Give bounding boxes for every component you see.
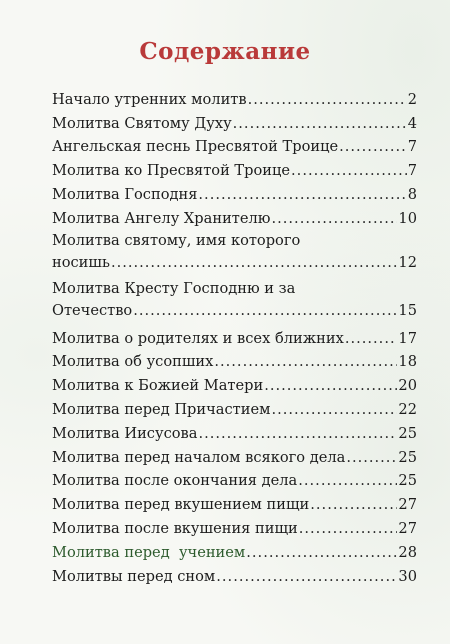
dot-leader: [216, 567, 397, 587]
toc-entry: [52, 444, 417, 468]
toc-entry-label: Молитва перед Причастием: [52, 400, 271, 418]
dot-leader: [214, 352, 397, 372]
toc-entry: [52, 110, 417, 134]
dot-leader: [246, 543, 397, 563]
toc-entry: [52, 229, 417, 277]
toc-entry-page: 30: [398, 567, 417, 585]
toc-entry: [52, 372, 417, 396]
toc-entry-page: 10: [398, 209, 417, 227]
dot-leader: [271, 400, 397, 420]
toc-entry-page: 27: [398, 496, 417, 514]
toc-entry-page: 20: [398, 377, 417, 395]
toc-entry-page: 27: [398, 519, 417, 537]
toc-entry-page: 15: [398, 301, 417, 319]
toc-entry-page: 25: [398, 472, 417, 490]
toc-entry: [52, 468, 417, 492]
toc-entry: [52, 277, 417, 325]
toc-entry-label: Молитва Иисусова: [52, 424, 198, 442]
dot-leader: [299, 519, 398, 539]
toc-entry-page: 22: [398, 400, 417, 418]
toc-entry-label: Молитва Святому Духу: [52, 114, 232, 132]
dot-leader: [198, 185, 406, 205]
toc-entry: [52, 134, 417, 158]
dot-leader: [248, 90, 407, 110]
dot-leader: [339, 137, 407, 157]
toc-entry-label: носишь: [52, 253, 110, 271]
toc-entry-label: Молитва перед вкушением пищи: [52, 496, 310, 514]
page-title: Содержание: [139, 38, 311, 65]
toc-entry-label: Отечество: [52, 301, 133, 319]
toc-entry-page: 2: [407, 90, 417, 108]
dot-leader: [291, 161, 407, 181]
toc-entry-label: Молитвы перед сном: [52, 567, 216, 585]
toc-entry-label: Молитва после окончания дела: [52, 472, 298, 490]
toc-entry-page: 7: [407, 162, 417, 180]
table-of-contents: [52, 86, 417, 587]
dot-leader: [133, 301, 397, 321]
toc-entry-label: Молитва о родителях и всех ближних: [52, 329, 344, 347]
dot-leader: [345, 329, 398, 349]
toc-entry-label: Молитва перед началом всякого дела: [52, 448, 346, 466]
toc-entry-label: Молитва Господня: [52, 185, 198, 203]
toc-entry: [52, 349, 417, 373]
toc-entry: [52, 181, 417, 205]
toc-entry-label: Начало утренних молитв: [52, 90, 247, 108]
toc-entry-page: 28: [398, 543, 417, 561]
toc-entry: [52, 205, 417, 229]
toc-entry-page: 25: [398, 424, 417, 442]
toc-entry: [52, 563, 417, 587]
toc-entry-label: Молитва перед учением: [52, 543, 246, 561]
toc-entry-label-line1: Молитва святому, имя которого: [52, 231, 301, 249]
toc-entry: [52, 396, 417, 420]
dot-leader: [198, 424, 397, 444]
toc-entry-page: 8: [407, 185, 417, 203]
toc-entry-page: 12: [398, 253, 417, 271]
toc-entry-page: 4: [407, 114, 417, 132]
toc-entry-label: Молитва ко Пресвятой Троице: [52, 162, 291, 180]
toc-entry: [52, 539, 417, 563]
toc-entry-page: 18: [398, 353, 417, 371]
toc-entry-label-line1: Молитва Кресту Господню и за: [52, 279, 296, 297]
dot-leader: [233, 114, 407, 134]
toc-entry-page: 25: [398, 448, 417, 466]
toc-entry-label: Молитва об усопших: [52, 353, 214, 371]
toc-entry-label: Молитва к Божией Матери: [52, 377, 264, 395]
toc-entry: [52, 86, 417, 110]
dot-leader: [111, 253, 397, 273]
toc-entry: [52, 157, 417, 181]
dot-leader: [310, 495, 397, 515]
toc-entry: [52, 491, 417, 515]
dot-leader: [264, 376, 397, 396]
toc-entry-label: Молитва Ангелу Хранителю: [52, 209, 271, 227]
dot-leader: [272, 209, 398, 229]
toc-entry: [52, 515, 417, 539]
toc-entry: [52, 420, 417, 444]
toc-entry-page: 7: [407, 138, 417, 156]
toc-entry: [52, 325, 417, 349]
dot-leader: [346, 448, 397, 468]
toc-entry-label: Молитва после вкушения пищи: [52, 519, 298, 537]
toc-entry-label: Ангельская песнь Пресвятой Троице: [52, 138, 339, 156]
toc-entry-page: 17: [398, 329, 417, 347]
dot-leader: [298, 471, 397, 491]
